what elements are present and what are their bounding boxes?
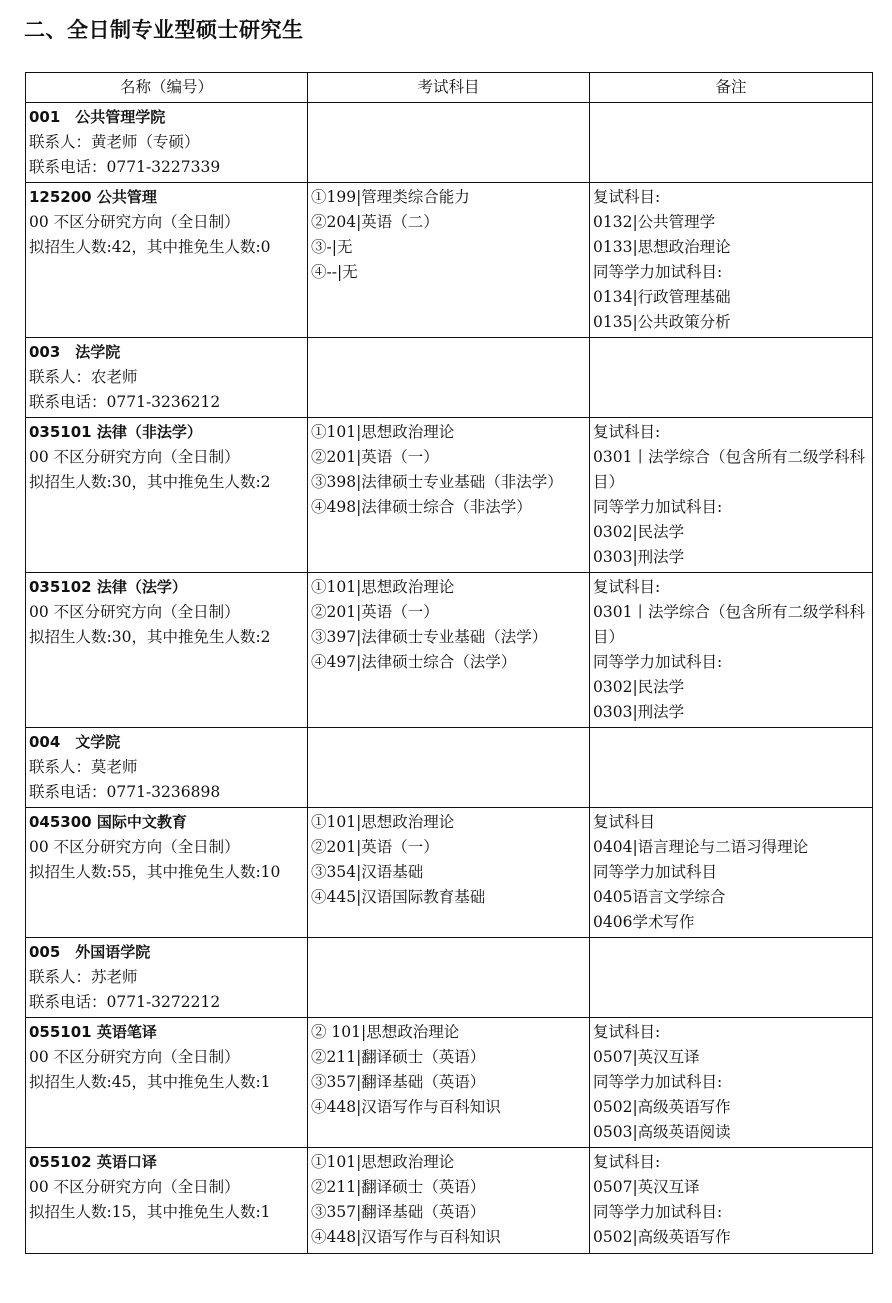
note-line: 0301丨法学综合（包含所有二级学科科目） bbox=[593, 448, 865, 491]
name-cell bbox=[26, 808, 308, 938]
enrollment-quota: 拟招生人数:15，其中推免生人数:1 bbox=[29, 1203, 271, 1221]
note-line: 0132|公共管理学 bbox=[593, 213, 716, 231]
note-line: 同等学力加试科目: bbox=[593, 498, 723, 516]
major-row bbox=[26, 1148, 873, 1254]
exam-subject: ③397|法律硕士专业基础（法学） bbox=[311, 628, 548, 646]
name-cell bbox=[26, 1018, 308, 1148]
note-line: 复试科目: bbox=[593, 423, 661, 441]
name-cell bbox=[26, 183, 308, 338]
exam-subject: ④497|法律硕士综合（法学） bbox=[311, 653, 517, 671]
exam-subject: ①101|思想政治理论 bbox=[311, 578, 455, 596]
research-direction: 00 不区分研究方向（全日制） bbox=[29, 603, 240, 621]
note-line: 0502|高级英语写作 bbox=[593, 1228, 731, 1246]
college-name: 003 法学院 bbox=[29, 343, 121, 361]
research-direction: 00 不区分研究方向（全日制） bbox=[29, 838, 240, 856]
exam-subject: ①199|管理类综合能力 bbox=[311, 188, 470, 206]
college-row bbox=[26, 938, 873, 1018]
major-row bbox=[26, 1018, 873, 1148]
note-line: 复试科目 bbox=[593, 813, 656, 831]
contact-person: 联系人：黄老师（专硕） bbox=[29, 133, 200, 151]
exam-subject: ③398|法律硕士专业基础（非法学） bbox=[311, 473, 563, 491]
note-cell bbox=[590, 103, 873, 183]
note-line: 0404|语言理论与二语习得理论 bbox=[593, 838, 809, 856]
exam-cell bbox=[308, 938, 590, 1018]
exam-subject: ③357|翻译基础（英语） bbox=[311, 1203, 486, 1221]
note-line: 0301丨法学综合（包含所有二级学科科目） bbox=[593, 603, 865, 646]
exam-cell bbox=[308, 183, 590, 338]
enrollment-quota: 拟招生人数:42，其中推免生人数:0 bbox=[29, 238, 271, 256]
college-name: 004 文学院 bbox=[29, 733, 121, 751]
contact-person: 联系人：苏老师 bbox=[29, 968, 138, 986]
note-cell bbox=[590, 728, 873, 808]
program-table bbox=[25, 72, 873, 1254]
note-cell bbox=[590, 938, 873, 1018]
enrollment-quota: 拟招生人数:45，其中推免生人数:1 bbox=[29, 1073, 271, 1091]
exam-cell bbox=[308, 103, 590, 183]
major-name: 045300 国际中文教育 bbox=[29, 813, 187, 831]
research-direction: 00 不区分研究方向（全日制） bbox=[29, 1178, 240, 1196]
exam-subject: ④--|无 bbox=[311, 263, 358, 281]
college-name: 005 外国语学院 bbox=[29, 943, 151, 961]
name-cell bbox=[26, 1148, 308, 1254]
exam-cell bbox=[308, 573, 590, 728]
note-line: 0133|思想政治理论 bbox=[593, 238, 731, 256]
name-cell bbox=[26, 338, 308, 418]
note-cell bbox=[590, 338, 873, 418]
note-line: 0507|英汉互译 bbox=[593, 1178, 700, 1196]
exam-subject: ①101|思想政治理论 bbox=[311, 1153, 455, 1171]
exam-cell bbox=[308, 418, 590, 573]
college-row bbox=[26, 728, 873, 808]
note-cell bbox=[590, 808, 873, 938]
contact-phone: 联系电话：0771-3227339 bbox=[29, 158, 221, 176]
research-direction: 00 不区分研究方向（全日制） bbox=[29, 213, 240, 231]
exam-cell bbox=[308, 1018, 590, 1148]
note-line: 复试科目: bbox=[593, 578, 661, 596]
note-line: 同等学力加试科目: bbox=[593, 263, 723, 281]
college-name: 001 公共管理学院 bbox=[29, 108, 166, 126]
exam-subject: ②211|翻译硕士（英语） bbox=[311, 1178, 486, 1196]
exam-cell bbox=[308, 808, 590, 938]
enrollment-quota: 拟招生人数:30，其中推免生人数:2 bbox=[29, 473, 271, 491]
name-cell bbox=[26, 728, 308, 808]
note-line: 0502|高级英语写作 bbox=[593, 1098, 731, 1116]
note-line: 0507|英汉互译 bbox=[593, 1048, 700, 1066]
exam-subject: ④448|汉语写作与百科知识 bbox=[311, 1098, 501, 1116]
major-name: 125200 公共管理 bbox=[29, 188, 157, 206]
table-body bbox=[26, 103, 873, 1254]
major-name: 035102 法律（法学） bbox=[29, 578, 187, 596]
note-line: 0405语言文学综合 bbox=[593, 888, 726, 906]
note-line: 同等学力加试科目: bbox=[593, 1203, 723, 1221]
note-line: 0503|高级英语阅读 bbox=[593, 1123, 731, 1141]
major-row bbox=[26, 418, 873, 573]
research-direction: 00 不区分研究方向（全日制） bbox=[29, 1048, 240, 1066]
enrollment-quota: 拟招生人数:55，其中推免生人数:10 bbox=[29, 863, 281, 881]
exam-cell bbox=[308, 728, 590, 808]
note-cell bbox=[590, 1148, 873, 1254]
note-line: 复试科目: bbox=[593, 188, 661, 206]
note-line: 0302|民法学 bbox=[593, 523, 685, 541]
name-cell bbox=[26, 103, 308, 183]
research-direction: 00 不区分研究方向（全日制） bbox=[29, 448, 240, 466]
major-row bbox=[26, 808, 873, 938]
header-exams: 考试科目 bbox=[308, 73, 590, 103]
exam-subject: ④448|汉语写作与百科知识 bbox=[311, 1228, 501, 1246]
exam-subject: ②201|英语（一） bbox=[311, 603, 439, 621]
exam-subject: ①101|思想政治理论 bbox=[311, 423, 455, 441]
major-row bbox=[26, 573, 873, 728]
note-line: 同等学力加试科目: bbox=[593, 653, 723, 671]
note-line: 同等学力加试科目 bbox=[593, 863, 718, 881]
contact-person: 联系人：农老师 bbox=[29, 368, 138, 386]
note-cell bbox=[590, 418, 873, 573]
contact-phone: 联系电话：0771-3236898 bbox=[29, 783, 221, 801]
exam-subject: ④498|法律硕士综合（非法学） bbox=[311, 498, 532, 516]
exam-subject: ①101|思想政治理论 bbox=[311, 813, 455, 831]
name-cell bbox=[26, 938, 308, 1018]
major-name: 035101 法律（非法学） bbox=[29, 423, 202, 441]
college-row bbox=[26, 103, 873, 183]
name-cell bbox=[26, 418, 308, 573]
note-line: 0134|行政管理基础 bbox=[593, 288, 731, 306]
exam-subject: ③-|无 bbox=[311, 238, 353, 256]
college-row bbox=[26, 338, 873, 418]
major-row bbox=[26, 183, 873, 338]
contact-phone: 联系电话：0771-3272212 bbox=[29, 993, 221, 1011]
note-cell bbox=[590, 573, 873, 728]
table-header-row bbox=[26, 73, 873, 103]
note-line: 复试科目: bbox=[593, 1153, 661, 1171]
enrollment-quota: 拟招生人数:30，其中推免生人数:2 bbox=[29, 628, 271, 646]
page-title: 二、全日制专业型硕士研究生 bbox=[24, 18, 304, 42]
header-notes: 备注 bbox=[590, 73, 873, 103]
exam-subject: ②204|英语（二） bbox=[311, 213, 439, 231]
exam-cell bbox=[308, 1148, 590, 1254]
note-line: 0406学术写作 bbox=[593, 913, 695, 931]
exam-subject: ②211|翻译硕士（英语） bbox=[311, 1048, 486, 1066]
exam-subject: ②201|英语（一） bbox=[311, 838, 439, 856]
note-cell bbox=[590, 183, 873, 338]
exam-subject: ② 101|思想政治理论 bbox=[311, 1023, 460, 1041]
contact-phone: 联系电话：0771-3236212 bbox=[29, 393, 221, 411]
exam-cell bbox=[308, 338, 590, 418]
exam-subject: ④445|汉语国际教育基础 bbox=[311, 888, 486, 906]
note-line: 0302|民法学 bbox=[593, 678, 685, 696]
note-line: 0135|公共政策分析 bbox=[593, 313, 731, 331]
major-name: 055101 英语笔译 bbox=[29, 1023, 157, 1041]
note-line: 同等学力加试科目: bbox=[593, 1073, 723, 1091]
name-cell bbox=[26, 573, 308, 728]
note-line: 0303|刑法学 bbox=[593, 548, 685, 566]
header-name: 名称（编号） bbox=[26, 73, 308, 103]
exam-subject: ③357|翻译基础（英语） bbox=[311, 1073, 486, 1091]
contact-person: 联系人：莫老师 bbox=[29, 758, 138, 776]
exam-subject: ②201|英语（一） bbox=[311, 448, 439, 466]
note-line: 复试科目: bbox=[593, 1023, 661, 1041]
note-cell bbox=[590, 1018, 873, 1148]
exam-subject: ③354|汉语基础 bbox=[311, 863, 424, 881]
major-name: 055102 英语口译 bbox=[29, 1153, 157, 1171]
note-line: 0303|刑法学 bbox=[593, 703, 685, 721]
